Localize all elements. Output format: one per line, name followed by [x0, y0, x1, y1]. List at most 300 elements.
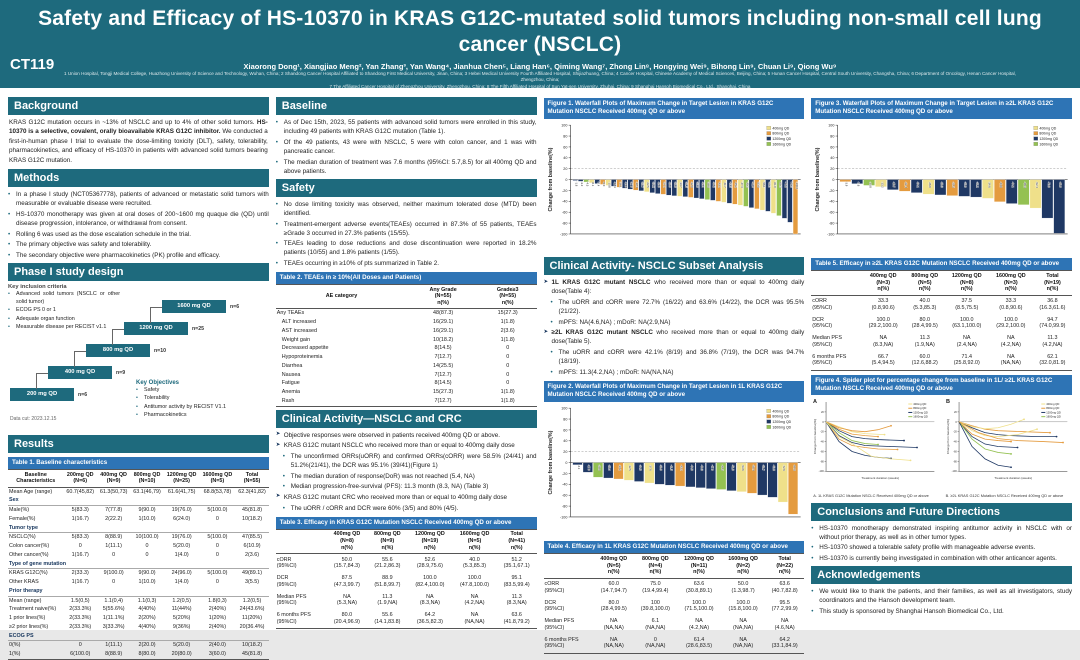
- column-header: 1600mg QD (N=5): [200, 470, 236, 488]
- svg-text:-30.7: -30.7: [678, 181, 682, 188]
- svg-text:Change from baseline(%): Change from baseline(%): [547, 147, 554, 212]
- svg-text:-100: -100: [559, 514, 567, 519]
- bullet-text: Pharmacokinetics: [144, 412, 187, 419]
- bullet-item: [276, 220, 537, 238]
- bullet-text: In a phase I study (NCT05367778), patients of advanced or metastatic solid tumors with measurable or evaluable disease were recruited.: [16, 191, 269, 208]
- column-header: 800mg QD (N=4) n(%): [634, 554, 677, 578]
- table-cell: 1.1(0,4): [104, 597, 123, 604]
- table-cell: 1(1.8): [500, 389, 515, 396]
- bullet-text: The uORR and cORR were 72.7% (16/22) and 63.6% (14/22), the DCR was 95.5% (21/22).: [558, 298, 805, 316]
- table-cell: NA (NA,NA): [721, 634, 765, 653]
- safety-section-header: Safety: [276, 179, 537, 197]
- group-label: Prior therapy: [8, 587, 269, 596]
- column-header: 400mg QD (N=3) n(%): [862, 271, 905, 295]
- bullet-item: [136, 404, 266, 412]
- table-cell: 80.0 (20.4,96.9): [327, 610, 367, 629]
- svg-text:40: 40: [562, 155, 567, 160]
- table-cell: 2(33.3%): [69, 606, 92, 613]
- table-cell: 64.2 (33.1,84.9): [765, 634, 804, 653]
- svg-text:-30.9: -30.9: [963, 181, 967, 188]
- table-cell: 6.1 (NA,NA): [645, 618, 666, 631]
- row-label: cORR (95%CI): [544, 581, 565, 594]
- table-cell: 63.6 (41.8,79.2): [497, 610, 537, 629]
- table-cell: 2(20%): [138, 615, 156, 622]
- table-cell: NA (8.3,NA): [873, 335, 894, 348]
- row-label: Decreased appetite: [281, 345, 329, 352]
- table-cell: 63.1(46,79): [133, 488, 161, 495]
- table-cell: 50.0 (15.7,84.3): [333, 556, 360, 570]
- svg-text:-63.8: -63.8: [771, 464, 775, 471]
- table-cell: 15(27.3): [497, 310, 518, 317]
- table-cell: 1(10.0): [138, 579, 156, 586]
- bullet-marker: •: [275, 260, 278, 267]
- table-cell: 1(11.1%): [102, 615, 125, 622]
- bullet-marker: •: [8, 251, 11, 259]
- bullet-item: [276, 158, 537, 176]
- table-cell: 5(20.0): [173, 543, 191, 550]
- svg-text:0: 0: [564, 460, 567, 465]
- table-row: [8, 614, 269, 623]
- bullet-marker: •: [8, 210, 11, 218]
- table-cell: 20(36.4%): [239, 623, 265, 630]
- methods-section-header: Methods: [8, 169, 269, 187]
- svg-text:20: 20: [821, 411, 825, 415]
- bullet-text: No dose limiting toxicity was observed, neither maximum tolerated dose (MTD) been identified.: [283, 200, 537, 217]
- dose-n-label: n=9: [116, 369, 126, 376]
- svg-text:Change from baseline(%): Change from baseline(%): [547, 430, 554, 495]
- bullet-item: [811, 524, 1072, 542]
- dose-n-label: n=6: [230, 303, 240, 310]
- group-label: ECOG PS: [8, 632, 269, 641]
- column-header: 1600mg QD (N=2) n(%): [721, 554, 765, 578]
- table5-caption: Table 5. Efficacy in ≥2L KRAS G12C Mutation NSCLC Received 400mg QD or above: [811, 258, 1072, 270]
- row-label: NSCLC(%): [9, 534, 36, 541]
- spider-panel-b: [944, 395, 1072, 499]
- bullet-text: The primary objective was safety and tolerability.: [16, 241, 152, 249]
- table-cell: 51.2 (35.1,67.1): [503, 556, 530, 570]
- table-cell: 1.8(0,3): [208, 597, 227, 604]
- column-header: Total (N=22) n(%): [765, 554, 804, 578]
- bullet-text: Antitumor activity by RECIST V1.1: [144, 403, 226, 410]
- table-cell: 0: [506, 345, 510, 352]
- table-cell: 10(18.2): [241, 642, 263, 649]
- table-row: [276, 610, 537, 629]
- svg-text:20: 20: [830, 166, 835, 171]
- table-cell: 7(77.8): [105, 507, 123, 514]
- table-cell: 100.0 (15.8,100.0): [728, 599, 758, 613]
- column-header: 800mg QD (N=5) n(%): [905, 271, 945, 295]
- bullet-text: This study is sponsored by Shanghai Hansoh Biomedical Co., Ltd.: [819, 607, 1004, 615]
- bullet-marker: •: [811, 588, 814, 596]
- table-cell: 1(10.0): [138, 515, 156, 522]
- svg-text:-10.8: -10.8: [607, 181, 611, 188]
- table-row: [276, 379, 537, 388]
- bullet-marker: •: [275, 200, 278, 208]
- svg-text:-40: -40: [820, 440, 825, 444]
- background-text-1: KRAS G12C mutation occurs in ~13% of NSCLC and up to 4% of other solid tumors.: [9, 119, 257, 126]
- svg-text:0: 0: [955, 421, 957, 425]
- row-label: cORR (95%CI): [812, 298, 833, 311]
- dose-n-label: n=6: [78, 391, 88, 398]
- svg-text:-14.1: -14.1: [618, 181, 622, 188]
- table-cell: 60.7(45,82): [66, 488, 94, 495]
- svg-text:-53.6: -53.6: [740, 464, 744, 471]
- table-cell: 7(12.7): [434, 371, 452, 378]
- column-header: [276, 529, 327, 553]
- table-cell: NA (4.2,NA): [688, 618, 710, 631]
- table-cell: NA (NA,NA): [733, 618, 754, 631]
- bullet-text: Treatment-emergent adverse events(TEAEs) occurred in 87.3% of 55 patients, TEAEs ≥Grade 3 occurred in 27.3% patients (15/55).: [283, 220, 537, 237]
- spider-b-subcaption: B. ≥2L KRAS G12C Mutation NSCLC Received 400mg QD or above: [945, 492, 1064, 498]
- table-cell: 7(12.7): [407, 397, 479, 406]
- figure1-caption: Figure 1. Waterfall Plots of Maximum Change in Target Lesion in KRAS G12C Mutation NSCLC Received 400mg QD or above: [544, 98, 805, 119]
- table-row: [8, 641, 269, 650]
- svg-text:-44.1: -44.1: [1011, 181, 1015, 188]
- dose-box: 400 mg QD: [48, 366, 112, 379]
- table-cell: 0: [215, 551, 219, 558]
- table-row: [276, 397, 537, 406]
- svg-text:-7.6: -7.6: [856, 181, 860, 186]
- svg-text:-24.2: -24.2: [651, 181, 655, 188]
- bullet-marker: •: [275, 220, 278, 228]
- table1-caption: Table 1. Baseline characteristics: [8, 457, 269, 469]
- svg-text:-24.1: -24.1: [916, 181, 920, 188]
- group-label: Type of gene mutation: [8, 560, 269, 569]
- row-label: Median PFS (95%CI): [276, 593, 307, 607]
- table-cell: 1.2(0,5): [242, 597, 262, 604]
- svg-text:-56.4: -56.4: [750, 464, 754, 471]
- table-cell: 8(88.9): [97, 650, 130, 659]
- table-cell: 45(81.8): [235, 650, 268, 659]
- table-cell: 10(18.2): [433, 336, 454, 343]
- bullet-text: HS-10370 monotherapy demonstrated inspiring antitumor activity in NSCLC with or without prior therapy, as well as in other tumor types.: [819, 524, 1072, 541]
- column-header: [811, 271, 861, 295]
- bullet-text: The median duration of response(DoR) was not reached (5.4, NA): [290, 472, 475, 480]
- column-2: [275, 94, 537, 625]
- svg-text:-33.9: -33.9: [695, 181, 699, 188]
- clinical-activity-bullet-list: [276, 431, 537, 513]
- table5: [811, 270, 1072, 370]
- bullet-text: Advanced solid tumors (NSCLC or other solid tumor): [16, 291, 120, 305]
- svg-text:-66.3: -66.3: [777, 181, 781, 188]
- table-cell: 5(100.0): [207, 570, 228, 577]
- group-label: Sex: [8, 496, 269, 505]
- bullet-text: KRAS G12C mutant CRC who received more than or equal to 400mg daily dose: [283, 493, 508, 501]
- bullet-item: [8, 190, 269, 208]
- table-cell: 95.5 (77.2,99.9): [771, 599, 798, 613]
- svg-text:-100: -100: [559, 232, 567, 237]
- table-cell: 100.0 (29.2,100.0): [996, 316, 1026, 330]
- svg-text:-49.3: -49.3: [744, 181, 748, 188]
- bullet-item: [8, 324, 120, 332]
- svg-text:-70.8: -70.8: [1047, 181, 1051, 188]
- row-label: DCR (95%CI): [812, 316, 833, 330]
- table-cell: 5(100.0): [207, 534, 228, 541]
- bullet-item: [811, 543, 1072, 552]
- table-cell: 66.7 (5.4,94.5): [862, 351, 905, 370]
- table-cell: 8(14.5): [434, 345, 452, 352]
- bullet-marker: •: [275, 158, 278, 166]
- figure4-spider-plots: [811, 395, 1072, 499]
- table-row: [8, 560, 269, 569]
- bullet-item: [276, 259, 537, 268]
- svg-text:-40.1: -40.1: [717, 181, 721, 188]
- table-row: [8, 596, 269, 605]
- table-cell: 55.6 (21.2,86.3): [374, 556, 401, 570]
- svg-text:400mg QD: 400mg QD: [771, 408, 789, 413]
- table-row: [276, 336, 537, 345]
- svg-text:-61.9: -61.9: [772, 181, 776, 188]
- svg-text:-80: -80: [820, 460, 825, 464]
- svg-text:-40: -40: [561, 199, 567, 204]
- bullet-item: [8, 210, 269, 228]
- svg-text:-9.0: -9.0: [601, 181, 605, 186]
- svg-text:-21.4: -21.4: [904, 181, 908, 188]
- bullet-marker: ➤: [275, 431, 281, 438]
- baseline-section-header: Baseline: [276, 97, 537, 115]
- table-cell: 0: [78, 543, 82, 550]
- bullet-item: [544, 368, 805, 377]
- svg-text:-31.5: -31.5: [684, 181, 688, 188]
- table-row: [811, 295, 1072, 314]
- table-cell: 1(16.7): [71, 579, 89, 586]
- svg-text:-20: -20: [829, 188, 835, 193]
- bullet-marker: •: [8, 323, 10, 330]
- bullet-item: [276, 472, 537, 481]
- bullet-marker: •: [811, 607, 814, 615]
- svg-text:-13.2: -13.2: [880, 181, 884, 188]
- svg-text:-34.8: -34.8: [637, 464, 641, 471]
- table-cell: 9(100.0): [103, 570, 124, 577]
- figure2-waterfall-chart: [544, 402, 805, 538]
- conclusions-bullet-list: [811, 524, 1072, 564]
- svg-text:1600mg QD: 1600mg QD: [771, 141, 791, 146]
- svg-text:-56.1: -56.1: [761, 181, 765, 188]
- table-cell: 2(33.3): [71, 570, 89, 577]
- svg-text:-51.8: -51.8: [730, 464, 734, 471]
- svg-text:-20: -20: [952, 430, 957, 434]
- svg-text:20: 20: [953, 411, 957, 415]
- bullet-marker: •: [811, 524, 814, 532]
- bullet-text: KRAS G12C mutant NSCLC who received more than or equal to 400mg daily dose: [283, 442, 515, 450]
- table-cell: NA (4.2,NA): [464, 593, 485, 607]
- table-cell: 1(1.8): [500, 319, 515, 326]
- bullet-item: [8, 316, 120, 324]
- column-header: 1200mg QD (N=25): [164, 470, 200, 488]
- svg-text:-28.4: -28.4: [607, 464, 611, 471]
- table-cell: 49(89.1): [241, 570, 263, 577]
- column-header: 1200mg QD (N=11) n(%): [677, 554, 721, 578]
- table-cell: 4(40%): [138, 623, 156, 630]
- table-cell: 11(20%): [242, 615, 263, 622]
- table-cell: 20(80.0): [164, 650, 200, 659]
- table-cell: 2(20.0): [138, 642, 156, 649]
- bullet-text: TEAEs occurring in ≥10% of pts summarized in Table 2.: [283, 260, 439, 267]
- svg-text:1200mg QD: 1200mg QD: [771, 136, 791, 141]
- bullet-item: [276, 504, 537, 513]
- row-label: Median PFS (95%CI): [812, 335, 842, 348]
- spider-chart-b: [944, 395, 1072, 491]
- table-cell: 48(87.3): [433, 310, 454, 317]
- bullet-item: [8, 230, 269, 239]
- table-cell: 2(3.6): [500, 327, 515, 334]
- svg-text:100: 100: [560, 406, 567, 411]
- table-row: [276, 362, 537, 371]
- bullet-marker: •: [275, 119, 278, 126]
- key-objectives-block: [136, 380, 266, 420]
- svg-text:-40.8: -40.8: [999, 181, 1003, 188]
- table1: [8, 469, 269, 660]
- row-label: Any TEAEs: [276, 310, 305, 317]
- table-cell: 1(1.8): [479, 397, 537, 406]
- table-cell: NA (5.3,NA): [336, 593, 357, 607]
- table-row: [544, 597, 805, 616]
- table-cell: 0: [145, 551, 149, 558]
- row-label: 0(%): [9, 642, 21, 649]
- row-label: Treatment naive(%): [9, 606, 57, 613]
- table-cell: 36.8 (16.3,61.6): [1039, 298, 1066, 311]
- table-cell: 2(40%): [208, 623, 227, 630]
- svg-text:-10.8: -10.8: [868, 181, 872, 188]
- svg-text:-78.5: -78.5: [788, 181, 792, 188]
- table-cell: 6(10.9): [243, 543, 261, 550]
- svg-text:-46.3: -46.3: [1023, 181, 1027, 188]
- bullet-marker: •: [275, 138, 278, 146]
- table-cell: 80.0 (28.4,99.5): [911, 316, 938, 330]
- table-cell: 62.1 (32.0,81.9): [1033, 351, 1072, 370]
- table-cell: 1(16.7): [71, 551, 89, 558]
- bullet-marker: •: [136, 403, 138, 410]
- spider-svg: [944, 395, 1072, 491]
- bullet-text: mPFS: NA(4.6,NA) ; mDoR: NA(2.9,NA): [558, 318, 671, 326]
- study-design-section-header: Phase I study design: [8, 263, 269, 281]
- table-row: [276, 327, 537, 336]
- row-label: DCR (95%CI): [276, 575, 297, 588]
- column-header: 400mg QD (N=9): [97, 470, 130, 488]
- bullet-item: [276, 441, 537, 450]
- table-cell: 15(27.3): [433, 389, 454, 396]
- svg-text:-18.7: -18.7: [892, 181, 896, 188]
- svg-text:-37.6: -37.6: [648, 464, 652, 471]
- bullet-marker: •: [282, 452, 285, 460]
- acknowledgements-section-header: Acknowledgements: [811, 566, 1072, 584]
- bullet-text: HS-10370 monotherapy was given at oral doses of 200~1600 mg quaque die (QD) until disease progression, intolerance, or withdrawal from consent.: [16, 210, 269, 228]
- table-cell: 80.0 (28.4,99.5): [600, 599, 627, 613]
- bullet-text: HS-10370 is currently being investigated in combination with other anticancer agents.: [819, 554, 1057, 562]
- svg-text:100: 100: [828, 123, 835, 128]
- conclusions-section-header: Conclusions and Future Directions: [811, 503, 1072, 521]
- table-cell: 63.6 (40.7,82.8): [771, 581, 798, 594]
- spider-a-subcaption: A. 1L KRAS G12C Mutation NSCLC Received 400mg QD or above: [813, 492, 929, 498]
- table-cell: 37.5 (8.5,75.5): [955, 298, 979, 311]
- bullet-text: The uORR and cORR were 42.1% (8/19) and 36.8% (7/19), the DCR was 94.7% (18/19).: [558, 349, 805, 366]
- svg-text:-29.5: -29.5: [951, 181, 955, 188]
- svg-text:Treatment duration (weeks): Treatment duration (weeks): [993, 476, 1032, 481]
- table-cell: 100 (39.8,100.0): [640, 599, 670, 613]
- table-cell: 0: [145, 543, 149, 550]
- table-cell: 52.6 (28.9,75.6): [416, 556, 443, 570]
- svg-text:60: 60: [830, 144, 835, 149]
- table-cell: 5(20%): [172, 615, 191, 622]
- study-design-diagram: [8, 284, 269, 432]
- svg-text:-45.2: -45.2: [733, 181, 737, 188]
- row-label: 1 prior lines(%): [9, 615, 46, 622]
- table-cell: 6(100.0): [64, 650, 97, 659]
- bullet-item: [136, 387, 266, 395]
- svg-text:-94.8: -94.8: [791, 464, 795, 471]
- subset-analysis-bullet-list: [544, 278, 805, 377]
- bullet-marker: ➤: [543, 328, 549, 335]
- column-header: AE category: [276, 285, 408, 309]
- svg-text:-80: -80: [829, 221, 835, 226]
- svg-text:-100: -100: [951, 470, 957, 474]
- row-label: Female(%): [9, 515, 36, 522]
- table-cell: 0: [506, 354, 510, 361]
- row-label: Nausea: [281, 371, 301, 378]
- svg-text:-46.3: -46.3: [699, 464, 703, 471]
- svg-text:1200mg QD: 1200mg QD: [1039, 136, 1059, 141]
- methods-bullet-list: [8, 190, 269, 260]
- column-header: 200mg QD (N=6): [64, 470, 97, 488]
- bullet-marker: •: [136, 387, 138, 394]
- table-row: [8, 569, 269, 578]
- table-row: [8, 506, 269, 515]
- bullet-marker: •: [282, 483, 285, 491]
- svg-text:20: 20: [562, 166, 567, 171]
- svg-text:-80: -80: [561, 221, 567, 226]
- bullet-text: The secondary objective were pharmacokinetics (PK) profile and efficacy.: [16, 251, 221, 259]
- svg-text:1200mg QD: 1200mg QD: [771, 419, 791, 424]
- svg-text:800mg QD: 800mg QD: [1039, 131, 1057, 136]
- bullet-item: [136, 395, 266, 403]
- table-cell: 5(20.0): [173, 642, 191, 649]
- bullet-marker: •: [8, 230, 11, 238]
- svg-text:Change from baseline(%): Change from baseline(%): [813, 419, 818, 455]
- table-row: [544, 634, 805, 653]
- svg-text:-80: -80: [561, 504, 567, 509]
- table-cell: 3(33.3%): [102, 623, 125, 630]
- column-header: 400mg QD (N=5) n(%): [594, 554, 634, 578]
- svg-text:800mg QD: 800mg QD: [771, 414, 789, 419]
- authors-line: Xiaorong Dong¹, Xiangjiao Meng², Yan Zhang³, Yan Wang⁴, Jianhua Chen⁵, Liang Han⁶, Qiming Wang⁷, Zhong Lin⁸, Hongying Wei⁹, Bihong Lin⁹, Chuan Li⁹, Qiong Wu⁹: [243, 61, 837, 71]
- bullet-item: [8, 251, 269, 260]
- svg-text:-43.2: -43.2: [679, 464, 683, 471]
- row-label: Rash: [276, 397, 408, 406]
- bullet-text: Tolerability: [144, 395, 170, 402]
- bullet-marker: •: [8, 315, 10, 322]
- key-objectives-title: Key Objectives: [136, 380, 180, 387]
- table-cell: 10(100.0): [135, 534, 159, 541]
- svg-text:-35.4: -35.4: [700, 181, 704, 188]
- table-cell: 62.3(41,82): [238, 488, 266, 495]
- bullet-marker: •: [811, 554, 814, 562]
- svg-text:-25.8: -25.8: [656, 181, 660, 188]
- bullet-marker: •: [136, 395, 138, 402]
- table-cell: 47(85.5): [241, 534, 263, 541]
- table-cell: 8(88.9): [105, 534, 123, 541]
- svg-text:-52.4: -52.4: [1035, 181, 1039, 188]
- svg-text:100: 100: [560, 123, 567, 128]
- svg-text:-32.8: -32.8: [689, 181, 693, 188]
- column-3: [543, 94, 805, 650]
- bullet-item: [811, 607, 1072, 616]
- key-objectives-list: [136, 387, 266, 420]
- clinical-activity-section-header: Clinical Activity—NSCLC and CRC: [276, 410, 537, 428]
- svg-text:-40: -40: [561, 482, 567, 487]
- svg-text:-6.1: -6.1: [590, 181, 594, 186]
- bullet-marker: ➤: [543, 278, 549, 285]
- background-text-2: We conducted a first-in-human phase I trial to evaluate the dose-limiting toxicity (DLT), safety, tolerability, pharmacokinetics, and efficacy of HS-10370 in patients with advanced solid tumors bearing KRAS G12C mutation.: [9, 128, 268, 164]
